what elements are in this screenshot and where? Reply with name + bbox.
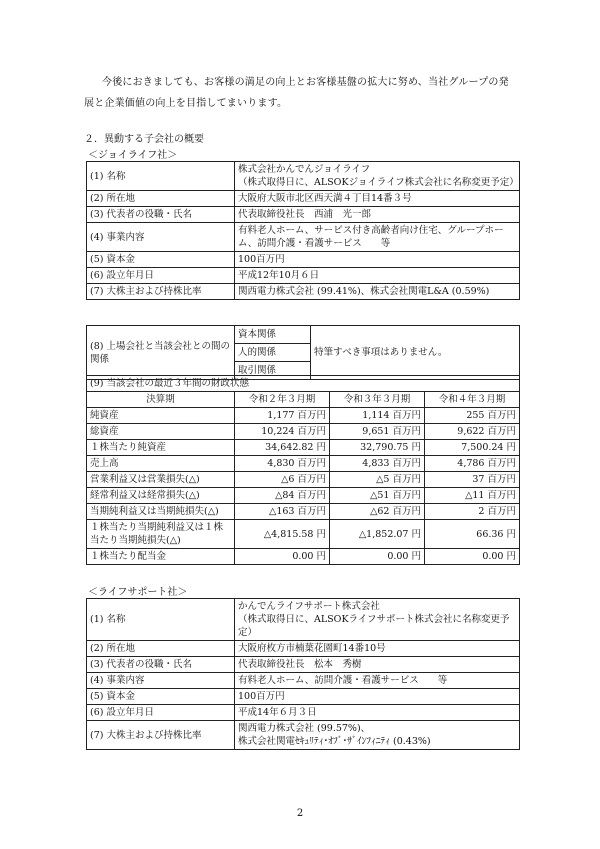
info-row [87,705,520,721]
relation-item: 人的関係 [235,344,311,362]
fin-row [87,456,520,472]
fin-header: 決算期 [87,392,235,408]
joy-financial-table [86,375,520,565]
info-value-line: （株式取得日に、ALSOKジョイライフ株式会社に名称変更予定） [238,177,519,188]
info-value-line: 100百万円 [238,691,285,702]
info-row [87,268,520,284]
intro-line-1: 今後におきましても、お客様の満足の向上とお客様基盤の拡大に努め、当社グループの発 [102,77,509,88]
fin-cell: 0.00 円 [235,549,330,565]
joy-info-table [86,161,520,300]
info-value [235,599,520,641]
info-value [235,207,520,223]
info-value [235,673,520,689]
fin-row-label: 売上高 [87,456,235,472]
info-value [235,284,520,300]
fin-cell: 255 百万円 [425,408,520,424]
life-subtitle: ＜ライフサポート社＞ [88,587,188,598]
fin-header: 令和２年３月期 [235,392,330,408]
fin-cell: △51 百万円 [330,488,425,504]
info-value-line: 株式会社関電ｾｷｭﾘﾃｨ･ｵﾌﾞ･ｻﾞｲﾝﾌｨﾆﾃｨ (0.43%) [238,736,431,747]
relation-label: (8) 上場会社と当該会社との間の関係 [87,326,235,380]
fin-header: 令和３年３月期 [330,392,425,408]
info-row [87,689,520,705]
relation-item: 資本関係 [235,326,311,344]
fin-cell: 66.36 円 [425,520,520,549]
fin-cell: 0.00 円 [425,549,520,565]
fin-cell: △1,852.07 円 [330,520,425,549]
fin-row-label: 経常利益又は経常損失(△) [87,488,235,504]
fin-cell: 4,786 百万円 [425,456,520,472]
fin-cell: 2 百万円 [425,504,520,520]
info-value [235,641,520,657]
info-label: (6) 設立年月日 [87,268,235,284]
fin-cell: 9,651 百万円 [330,424,425,440]
info-row [87,223,520,252]
info-value [235,705,520,721]
info-value [235,689,520,705]
info-value-line: （株式取得日に、ALSOKライフサポート株式会社に名称変更予定） [238,614,510,638]
fin-row-label: 当期純利益又は当期純損失(△) [87,504,235,520]
info-value-line: 大阪府大阪市北区西天満４丁目14番３号 [238,193,412,204]
fin-cell: 9,622 百万円 [425,424,520,440]
info-value [235,268,520,284]
fin-header: 令和４年３月期 [425,392,520,408]
intro-line-2: 展と企業価値の向上を目指してまいります。 [84,98,288,109]
info-label: (2) 所在地 [87,641,235,657]
info-value [235,162,520,191]
fin-row-label: 営業利益又は営業損失(△) [87,472,235,488]
info-value-line: 関西電力株式会社 (99.41%)、株式会社関電L&A (0.59%) [238,286,490,297]
info-row [87,673,520,689]
fin-row-label: 純資産 [87,408,235,424]
fin-cell: 4,833 百万円 [330,456,425,472]
info-value-line: 代表取締役社長 松本 秀樹 [238,659,362,670]
fin-cell: △62 百万円 [330,504,425,520]
page-number: 2 [296,808,304,819]
info-value-line: 平成14年６月３日 [238,707,317,718]
joy-relation-table [86,325,520,380]
fin-row [87,549,520,565]
fin-row [87,488,520,504]
info-value [235,223,520,252]
fin-row-label: １株当たり純資産 [87,440,235,456]
fin-cell: △6 百万円 [235,472,330,488]
fin-cell: △11 百万円 [425,488,520,504]
fin-row-label: １株当たり当期純利益又は１株当たり当期純損失(△) [87,520,235,549]
info-label: (3) 代表者の役職・氏名 [87,207,235,223]
info-label: (7) 大株主および持株比率 [87,721,235,750]
info-value [235,721,520,750]
info-row [87,284,520,300]
fin-cell: △163 百万円 [235,504,330,520]
info-value [235,657,520,673]
intro-paragraph [84,72,524,114]
info-value-line: 代表取締役社長 西浦 光一郎 [238,209,372,220]
info-label: (4) 事業内容 [87,673,235,689]
info-value-line: 100百万円 [238,254,285,265]
info-row [87,599,520,641]
info-label: (1) 名称 [87,162,235,191]
fin-cell: 7,500.24 円 [425,440,520,456]
fin-cell: 1,114 百万円 [330,408,425,424]
fin-cell: 10,224 百万円 [235,424,330,440]
fin-cell: 4,830 百万円 [235,456,330,472]
info-row [87,252,520,268]
fin-row [87,504,520,520]
info-row [87,641,520,657]
relation-text: 特筆すべき事項はありません。 [311,326,520,380]
fin-cell: 0.00 円 [330,549,425,565]
info-value-line: 株式会社かんでんジョイライフ [238,164,371,175]
info-value-line: 関西電力株式会社 (99.57%)、 [238,723,371,734]
fin-cell: 37 百万円 [425,472,520,488]
info-value-line: 有料老人ホーム、サービス付き高齢者向け住宅、グループホーム、訪問介護・看護サービス 等 [238,225,504,249]
info-row [87,191,520,207]
fin-cell: 1,177 百万円 [235,408,330,424]
fin-row [87,520,520,549]
fin-row [87,424,520,440]
life-info-table [86,598,520,750]
info-label: (5) 資本金 [87,252,235,268]
info-value-line: 大阪府枚方市楠葉花園町14番10号 [238,643,386,654]
info-label: (3) 代表者の役職・氏名 [87,657,235,673]
info-value-line: かんでんライフサポート株式会社 [238,601,380,612]
info-value [235,252,520,268]
fin-cell: 34,642.82 円 [235,440,330,456]
fin-cell: △4,815.58 円 [235,520,330,549]
info-row [87,721,520,750]
info-label: (4) 事業内容 [87,223,235,252]
fin-row-label: 総資産 [87,424,235,440]
info-value [235,191,520,207]
info-label: (5) 資本金 [87,689,235,705]
info-row [87,657,520,673]
info-label: (2) 所在地 [87,191,235,207]
fin-row [87,440,520,456]
fin-cell: △84 百万円 [235,488,330,504]
section-title: ２．異動する子会社の概要 [84,134,204,145]
fin-cell: 32,790.75 円 [330,440,425,456]
info-label: (6) 設立年月日 [87,705,235,721]
fin-row-label: １株当たり配当金 [87,549,235,565]
joy-subtitle: ＜ジョイライフ社＞ [88,150,178,161]
info-row [87,162,520,191]
fin-cell: △5 百万円 [330,472,425,488]
info-label: (1) 名称 [87,599,235,641]
info-row [87,207,520,223]
fin-row [87,472,520,488]
relation-item: 取引関係 [235,362,311,380]
info-label: (7) 大株主および持株比率 [87,284,235,300]
info-value-line: 平成12年10月６日 [238,270,320,281]
info-value-line: 有料老人ホーム、訪問介護・看護サービス 等 [238,675,448,686]
fin-row [87,408,520,424]
financial-title: (9) 当該会社の最近３年間の財政状態 [87,376,520,392]
